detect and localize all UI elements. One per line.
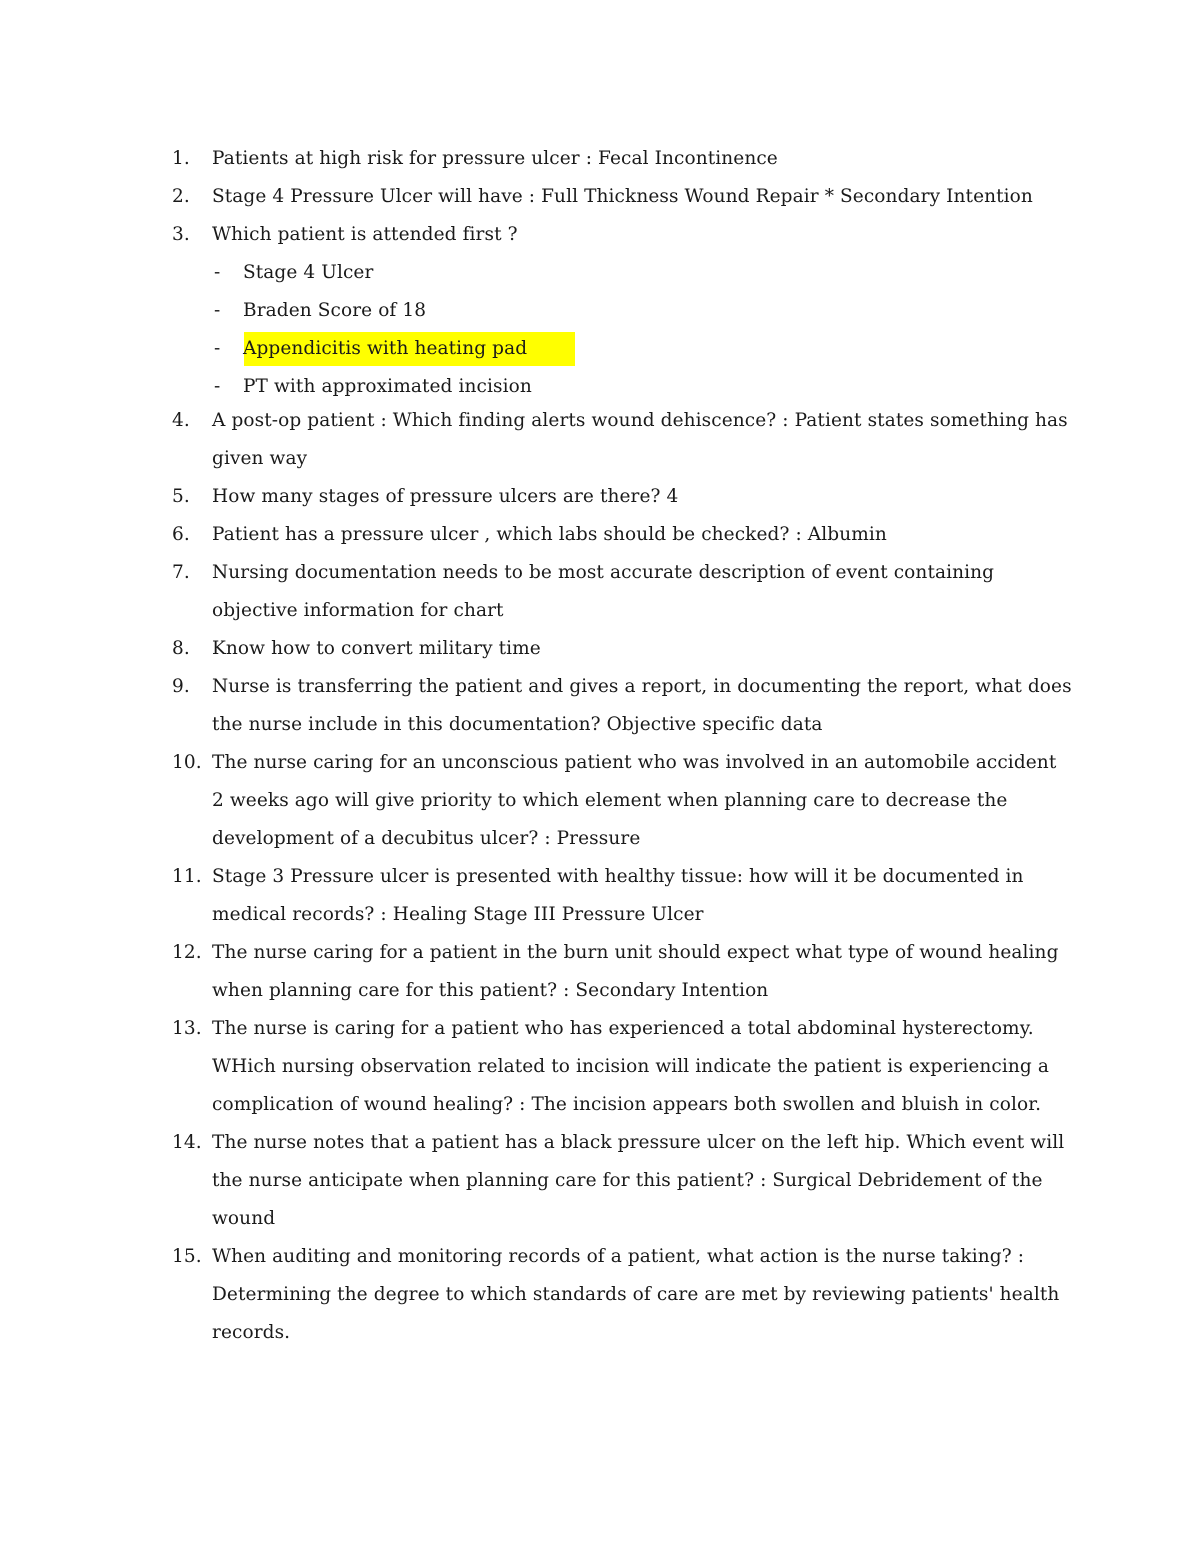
list-item xyxy=(172,668,1072,744)
answer-option xyxy=(172,368,1072,406)
item-number: 1. xyxy=(172,148,190,169)
item-number: 9. xyxy=(172,676,190,697)
list-item xyxy=(172,744,1072,858)
item-text: When auditing and monitoring records of a patient, what action is the nurse taking? : Determining the degree to which standards of care are met by reviewing patients' health records. xyxy=(212,1246,1060,1343)
bullet-dash: - xyxy=(214,262,221,283)
item-text: Patient has a pressure ulcer , which labs should be checked? : Albumin xyxy=(212,524,887,545)
item-number: 2. xyxy=(172,186,190,207)
item-text: Stage 4 Pressure Ulcer will have : Full Thickness Wound Repair * Secondary Intention xyxy=(212,186,1033,207)
answer-option-text: Braden Score of 18 xyxy=(243,300,427,321)
item-number: 12. xyxy=(172,942,202,963)
item-number: 4. xyxy=(172,410,190,431)
list-item xyxy=(172,478,1072,516)
list-item xyxy=(172,1124,1072,1238)
question-list-continued xyxy=(172,402,1072,1352)
answer-options-list xyxy=(172,254,1072,406)
item-number: 7. xyxy=(172,562,190,583)
list-item xyxy=(172,216,1072,254)
bullet-dash: - xyxy=(214,376,221,397)
question-list xyxy=(172,140,1072,254)
list-item xyxy=(172,554,1072,630)
item-text: The nurse caring for an unconscious patient who was involved in an automobile accident 2 weeks ago will give priority to which element when planning care to decrease the development of a decubitus ulcer? : Pressure xyxy=(212,752,1057,849)
item-text: A post-op patient : Which finding alerts wound dehiscence? : Patient states something has given way xyxy=(212,410,1068,469)
item-number: 11. xyxy=(172,866,202,887)
item-text: Know how to convert military time xyxy=(212,638,541,659)
item-text: Nursing documentation needs to be most accurate description of event containing objective information for chart xyxy=(212,562,995,621)
list-item xyxy=(172,630,1072,668)
answer-option xyxy=(172,254,1072,292)
item-text: Stage 3 Pressure ulcer is presented with healthy tissue: how will it be documented in medical records? : Healing Stage III Pressure Ulcer xyxy=(212,866,1024,925)
list-item xyxy=(172,858,1072,934)
bullet-dash: - xyxy=(214,338,221,359)
answer-option-text: Stage 4 Ulcer xyxy=(243,262,374,283)
item-number: 3. xyxy=(172,224,190,245)
list-item xyxy=(172,934,1072,1010)
answer-option xyxy=(172,292,1072,330)
list-item xyxy=(172,178,1072,216)
item-number: 8. xyxy=(172,638,190,659)
item-text: How many stages of pressure ulcers are there? 4 xyxy=(212,486,679,507)
list-item xyxy=(172,402,1072,478)
answer-option-highlighted xyxy=(172,330,1072,368)
list-item xyxy=(172,1010,1072,1124)
item-text: Nurse is transferring the patient and gives a report, in documenting the report, what does the nurse include in this documentation? Objective specific data xyxy=(212,676,1072,735)
item-text: The nurse is caring for a patient who has experienced a total abdominal hysterectomy. WHich nursing observation related to incision will indicate the patient is experiencing a complication of wound healing? : The incision appears both swollen and bluish in color. xyxy=(212,1018,1049,1115)
list-item xyxy=(172,140,1072,178)
item-number: 10. xyxy=(172,752,202,773)
answer-option-text: PT with approximated incision xyxy=(243,376,532,397)
item-text: Patients at high risk for pressure ulcer : Fecal Incontinence xyxy=(212,148,778,169)
item-text: Which patient is attended first ? xyxy=(212,224,518,245)
item-number: 6. xyxy=(172,524,190,545)
list-item xyxy=(172,516,1072,554)
list-item xyxy=(172,1238,1072,1352)
item-text: The nurse notes that a patient has a black pressure ulcer on the left hip. Which event will the nurse anticipate when planning care for this patient? : Surgical Debridement of the wound xyxy=(212,1132,1065,1229)
item-number: 14. xyxy=(172,1132,202,1153)
item-number: 5. xyxy=(172,486,190,507)
answer-option-text: Appendicitis with heating pad xyxy=(243,338,528,359)
item-text: The nurse caring for a patient in the burn unit should expect what type of wound healing when planning care for this patient? : Secondary Intention xyxy=(212,942,1059,1001)
item-number: 15. xyxy=(172,1246,202,1267)
item-number: 13. xyxy=(172,1018,202,1039)
bullet-dash: - xyxy=(214,300,221,321)
